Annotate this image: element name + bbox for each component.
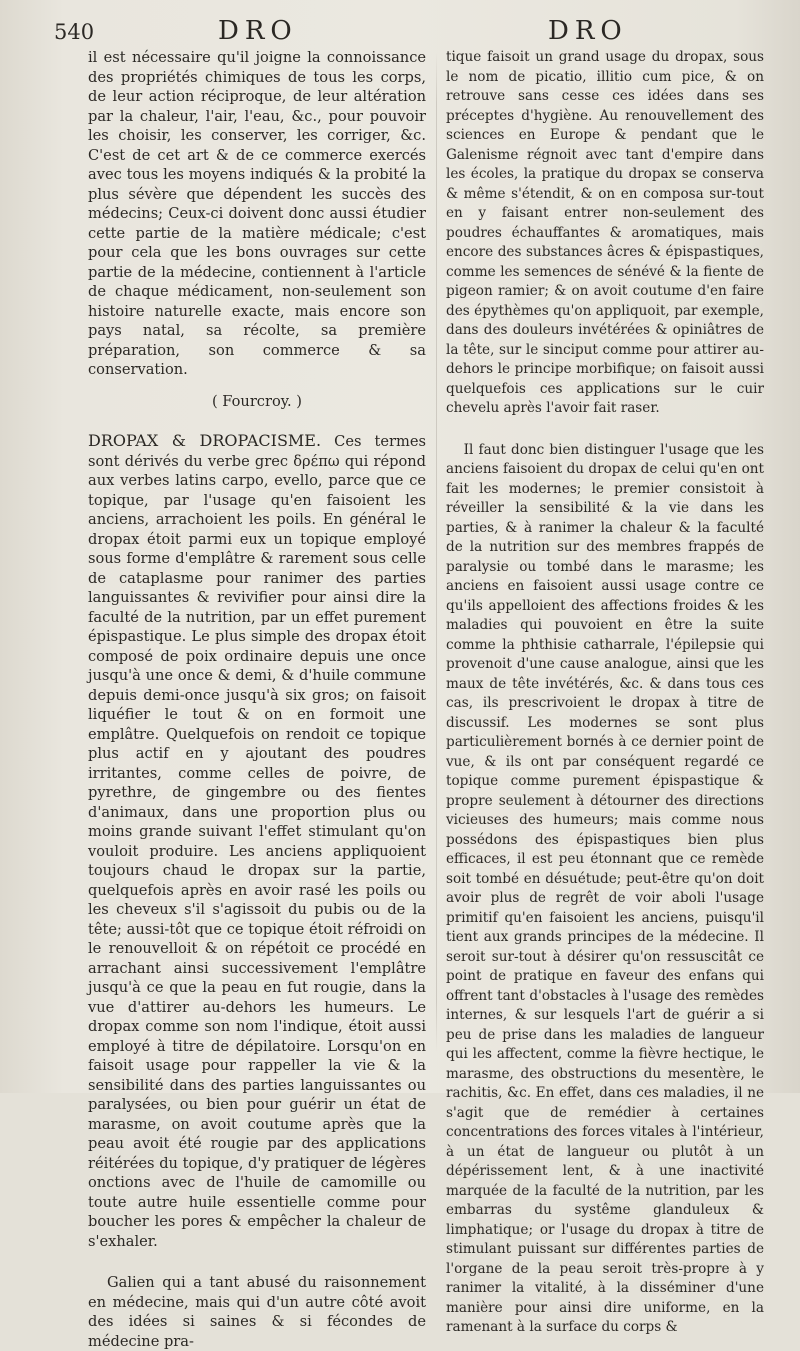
left-paragraph-3: Galien qui a tant abusé du raisonnement en médecine, mais qui d'un autre côté avoit des idées si saines & si fécondes de médecine pra-	[88, 1274, 426, 1350]
entry-headword: DROPAX & DROPACISME.	[88, 431, 322, 450]
column-divider	[436, 52, 437, 1052]
running-head-left: DRO	[218, 16, 298, 46]
running-head-right: DRO	[548, 16, 628, 46]
left-paragraph-2: Ces termes sont dérivés du verbe grec δρέπω qui répond aux verbes latins carpo, evello, parce que ce topique, par l'usage qu'en faisoient les anciens, arrachoient les poils. En général le dropax étoit parmi eux un topique employé sous forme d'emplâtre & rarement sous celle de cataplasme pour ranimer des parties languissantes & revivifier pour ainsi dire la faculté de la nutrition, par un effet purement épispastique. Le plus simple des dropax étoit composé de poix ordinaire depuis une once jusqu'à une once & demi, & d'huile commune depuis demi-once jusqu'à six gros; on faisoit liquéfier le tout & on en formoit une emplâtre. Quelquefois on rendoit ce topique plus actif en y ajoutant des poudres irritantes, comme celles de poivre, de pyrethre, de gingembre ou des fientes d'animaux, dans une proportion plus ou moins grande suivant l'effet stimulant qu'on vouloit produire. Les anciens appliquoient toujours chaud le dropax sur la partie, quelquefois après en avoir rasé les poils ou les cheveux s'il s'agissoit du pubis ou de la tête; aussi-tôt que ce topique étoit réfroidi on le renouvelloit & on répétoit ce procédé en arrachant ainsi successivement l'emplâtre jusqu'à ce que la peau en fut rougie, dans la vue d'attirer au-dehors les humeurs. Le dropax comme son nom l'indique, étoit aussi employé à titre de dépilatoire. Lorsqu'on en faisoit usage pour rappeller la vie & la sensibilité dans des parties languissantes ou paralysées, ou bien pour guérir un état de marasme, on avoit coutume après que la peau avoit été rougie par des applications réitérées du topique, d'y pratiquer de légères onctions avec de l'huile de camomille ou toute autre huile essentielle comme pour boucher les pores & empêcher la chaleur de s'exhaler.	[88, 433, 426, 1250]
right-paragraph-2: Il faut donc bien distinguer l'usage que les anciens faisoient du dropax de celui qu'en ont fait les modernes; le premier consistoit à réveiller la sensibilité & la vie dans les parties, & à ranimer la chaleur & la faculté de la nutrition sur des membres frappés de paralysie ou tombé dans le marasme; les anciens en faisoient aussi usage contre ce qu'ils appelloient des affections froides & les maladies qui pouvoient en être la suite comme la phthisie catharrale, l'épilepsie qui provenoit d'une cause analogue, ainsi que les maux de tête invétérés, &c. & dans tous ces cas, ils prescrivoient le dropax à titre de discussif. Les modernes se sont plus particulièrement bornés à ce dernier point de vue, & ils ont par conséquent regardé ce topique comme purement épispastique & propre seulement à détourner des directions vicieuses des humeurs; mais comme nous possédons des épispastiques bien plus efficaces, il est peu étonnant que ce remède soit tombé en désuétude; peut-être qu'on doit avoir plus de regrêt de voir aboli l'usage primitif qu'en faisoient les anciens, puisqu'il tient aux grands principes de la médecine. Il seroit sur-tout à désirer qu'on ressuscitât ce point de pratique en faveur des enfans qui offrent tant d'obstacles à l'usage des remèdes internes, & sur lesquels l'art de guérir a si peu de prise dans les maladies de langueur qui les affectent, comme la fièvre hectique, le marasme, des obstructions du mesentère, le rachitis, &c. En effet, dans ces maladies, il ne s'agit que de remédier à certaines concentrations des forces vitales à l'intérieur, à un état de langueur ou plutôt à un dépérissement lent, & à une inactivité marquée de la faculté de la nutrition, par les embarras du systême glanduleux & limphatique; or l'usage du dropax à titre de stimulant puissant sur différentes parties de l'organe de la peau seroit très-propre à y ranimer la vitalité, à la disséminer d'une manière pour ainsi dire uniforme, en la ramenant à la surface du corps &	[446, 441, 764, 1335]
left-paragraph-1: il est nécessaire qu'il joigne la connoissance des propriétés chimiques de tous les corps, de leur action réciproque, de leur altération par la chaleur, l'air, l'eau, &c., pour pouvoir les choisir, les conserver, les corriger, &c. C'est de cet art & de ce commerce exercés avec tous les moyens indiqués & la probité la plus sévère que dépendent les succès des médecins; Ceux-ci doivent donc aussi étudier cette partie de la matière médicale; c'est pour cela que les bons ouvrages sur cette partie de la médecine, contiennent à l'article de chaque médicament, non-seulement son histoire naturelle exacte, mais encore son pays natal, sa récolte, sa première préparation, son commerce & sa conservation.	[88, 49, 426, 378]
right-paragraph-1: tique faisoit un grand usage du dropax, sous le nom de picatio, illitio cum pice, & on retrouve sans cesse ces idées dans ses préceptes d'hygiène. Au renouvellement des sciences en Europe & pendant que le Galenisme régnoit avec tant d'empire dans les écoles, la pratique du dropax se conserva & même s'étendit, & on en composa sur-tout en y faisant entrer non-seulement des poudres échauffantes & aromatiques, mais encore des substances âcres & épispastiques, comme les semences de sénévé & la fiente de pigeon ramier; & on avoit coutume d'en faire des épythèmes qu'on appliquoit, par exemple, dans des douleurs invétérées & opiniâtres de la tête, sur le sinciput comme pour attirer au-dehors le principe morbifique; on faisoit aussi quelquefois ces applications sur le cuir chevelu après l'avoir fait raser.	[446, 49, 764, 416]
entry-dropax	[88, 431, 426, 1251]
left-column	[88, 48, 426, 1350]
author-signature: ( Fourcroy. )	[211, 392, 303, 410]
right-column	[446, 48, 764, 1335]
page-header	[0, 14, 800, 48]
page-number: 540	[54, 20, 95, 44]
